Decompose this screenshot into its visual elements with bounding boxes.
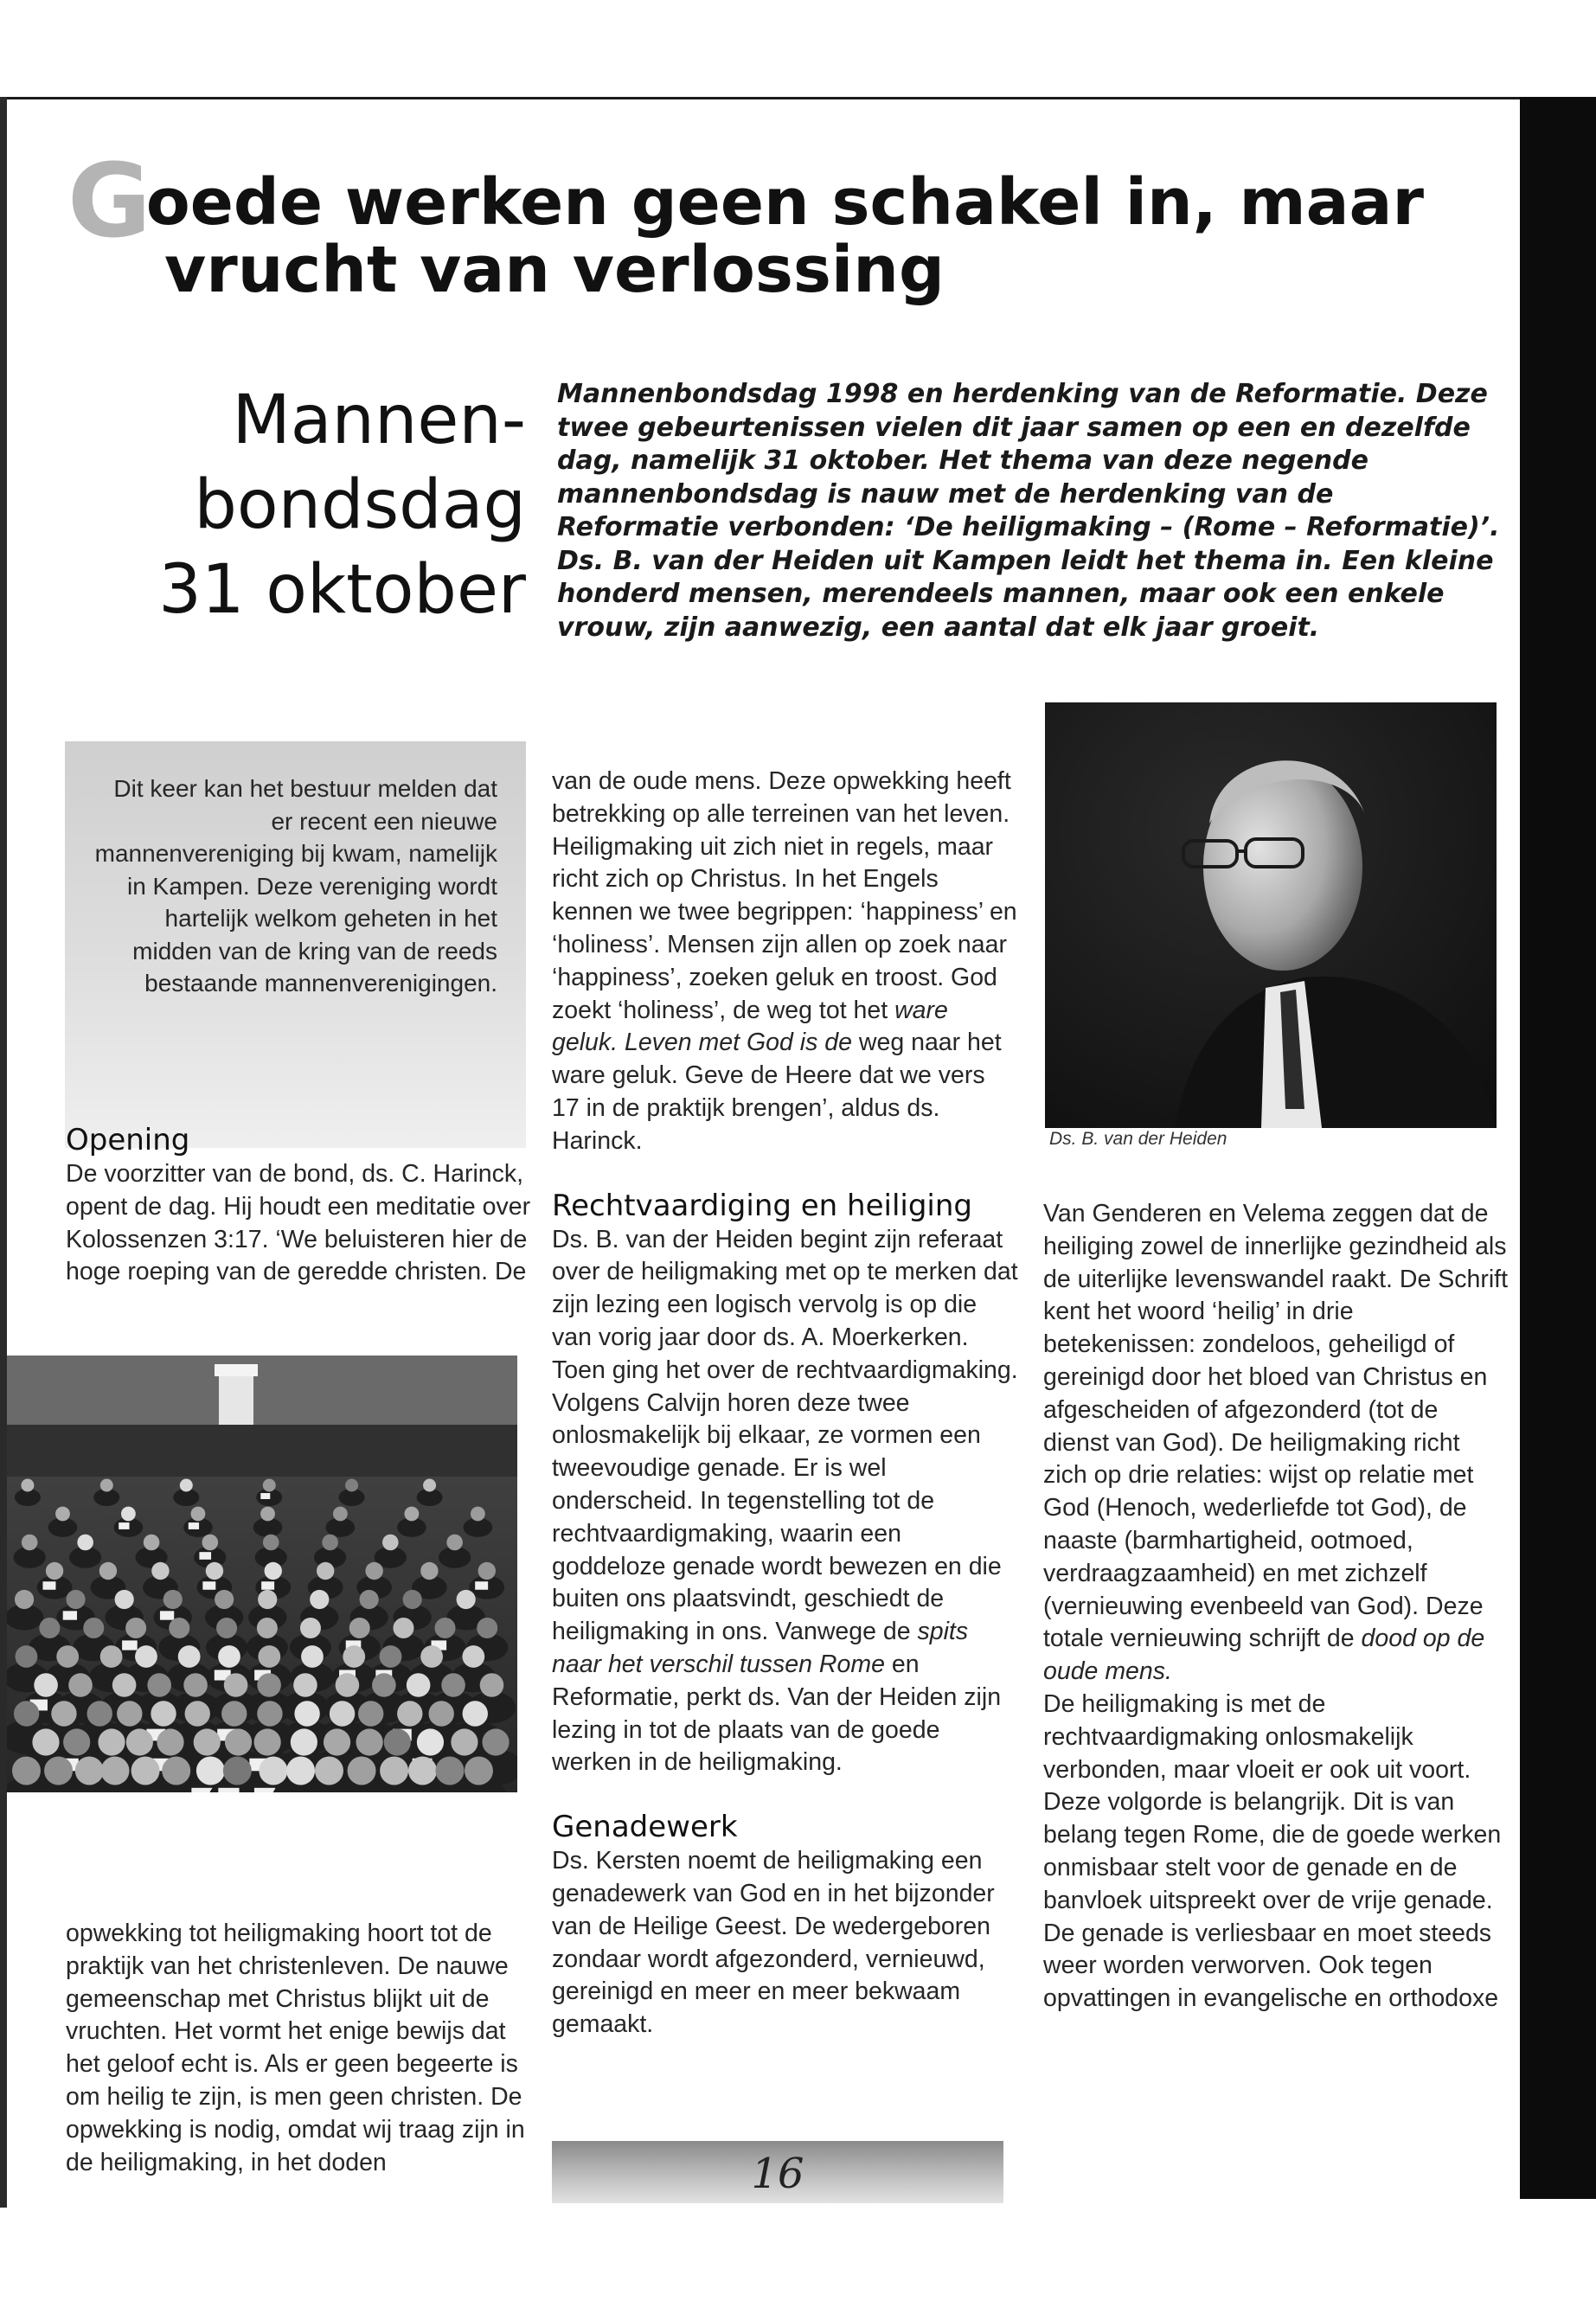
audience-member-head <box>265 1562 282 1580</box>
side-title <box>119 378 526 632</box>
audience-member-head <box>365 1562 382 1580</box>
audience-member-head <box>100 1479 113 1492</box>
audience-member-head <box>221 1701 247 1726</box>
audience-member-head <box>56 1645 79 1668</box>
audience-member-head <box>131 1757 160 1785</box>
column-2-intro-text <box>552 766 1019 1158</box>
audience-paper <box>189 1522 199 1529</box>
audience-member-head <box>417 1728 444 1755</box>
audience-member-head <box>451 1728 478 1755</box>
audience-member-head <box>169 1618 189 1638</box>
audience-member-head <box>16 1645 38 1668</box>
audience-member-head <box>83 1618 104 1638</box>
audience-member-head <box>482 1728 509 1755</box>
section-heading-rechtvaardiging: Rechtvaardiging en heiliging <box>552 1188 972 1223</box>
audience-member-head <box>384 1728 411 1755</box>
audience-member-head <box>324 1728 350 1755</box>
rechtvaardiging-text-b: en Reformatie, perkt ds. Van der Heiden zijn lezing in tot de plaats van de goede werken in de heiligmaking. <box>552 1650 1002 1777</box>
audience-member-head <box>180 1479 193 1492</box>
audience-paper <box>218 1788 239 1792</box>
audience-member-head <box>291 1728 317 1755</box>
scan-bottom-margin <box>0 2208 1596 2301</box>
audience-member-head <box>87 1701 112 1726</box>
column-1-continued-text: opwekking tot heiligmaking hoort tot de praktijk van het christenleven. De nauwe gemeenschap met Christus blijkt uit de vruchten. Het vormt het enige bewijs dat het geloof echt is. Als er geen begeerte is om heilig te zijn, is men geen christen. De opwekking is nodig, omdat wij traag zijn in de heiligmaking, in het doden <box>66 1920 525 2176</box>
audience-member-head <box>163 1590 183 1609</box>
audience-member-head <box>115 1590 134 1609</box>
audience-member-head <box>22 1535 38 1551</box>
audience-member-head <box>258 1590 277 1609</box>
audience-member-head <box>63 1728 90 1755</box>
audience-member-head <box>258 1645 280 1668</box>
audience-member-head <box>101 1757 130 1785</box>
side-title-line-2: bondsdag <box>194 466 526 544</box>
audience-member-head <box>345 1479 358 1492</box>
audience-member-head <box>126 1728 153 1755</box>
audience-member-head <box>183 1673 208 1697</box>
audience-member-head <box>223 1757 252 1785</box>
audience-member-head <box>121 1507 136 1522</box>
page-number-bar <box>552 2141 1003 2203</box>
audience-paper <box>63 1611 77 1619</box>
column-1-top <box>66 1122 533 1289</box>
audience-paper <box>119 1522 129 1529</box>
audience-member-head <box>336 1673 360 1697</box>
audience-member-head <box>435 1757 464 1785</box>
photo-caption: Ds. B. van der Heiden <box>1049 1129 1227 1149</box>
audience-member-head <box>301 1645 324 1668</box>
intro-paragraph: Mannenbondsdag 1998 en herdenking van de Reformatie. Deze twee gebeurtenissen vielen dit jaar samen op een en dezelfde dag, namelijk 31 oktober. Het thema van deze negende mannenbondsdag is nauw met de herdenking van de Reformatie verbonden: ‘De heiligmaking – (Rome – Reformatie)’. Ds. B. van der Heiden uit Kampen leidt het thema in. Een kleine honderd mensen, merendeels mannen, maar ook een enkele vrouw, zijn aanwezig, een aantal dat elk jaar groeit. <box>557 379 1500 643</box>
audience-member-head <box>397 1701 422 1726</box>
audience-member-head <box>457 1590 476 1609</box>
audience-paper <box>260 1493 270 1499</box>
audience-member-head <box>480 1673 504 1697</box>
audience-member-head <box>463 1701 488 1726</box>
audience-member-head <box>254 1728 281 1755</box>
column-2-text-a: van de oude mens. Deze opwekking heeft betrekking op alle terreinen van het leven. Heiligmaking uit zich niet in regels, maar richt zich op Christus. In het Engels kennen we twee begrippen: ‘happiness’ en ‘holiness’. Mensen zijn allen op zoek naar ‘happiness’, zoeken geluk en troost. God zoekt ‘holiness’, de weg tot het <box>552 767 1017 1024</box>
audience-member-head <box>471 1507 485 1522</box>
audience-member-head <box>66 1590 85 1609</box>
side-title-line-1: Mannen- <box>232 381 526 459</box>
audience-member-head <box>257 1618 278 1638</box>
audience-photo-image <box>7 1356 517 1792</box>
audience-member-head <box>15 1590 34 1609</box>
audience-paper <box>42 1581 55 1590</box>
audience-member-head <box>216 1618 237 1638</box>
section-heading-genadewerk: Genadewerk <box>552 1810 738 1845</box>
audience-member-head <box>446 1535 463 1551</box>
genadewerk-text: Ds. Kersten noemt de heiligmaking een genadewerk van God en in het bijzonder van de Heilige Geest. De wedergeboren zondaar wordt afgezonderd, vernieuwd, gereinigd en meer en meer bekwaam gemaakt. <box>552 1847 995 2039</box>
audience-member-head <box>202 1535 219 1551</box>
audience-member-head <box>465 1757 493 1785</box>
column-3 <box>1043 1198 1510 2016</box>
audience-member-head <box>257 1673 281 1697</box>
headline-line-2: vrucht van verlossing <box>164 233 945 307</box>
audience-member-head <box>32 1728 59 1755</box>
audience-member-head <box>55 1507 70 1522</box>
audience-paper <box>122 1640 138 1650</box>
headline-drop-cap: G <box>67 141 146 260</box>
magazine-page <box>7 99 1520 2206</box>
audience-member-head <box>477 1618 497 1638</box>
section-heading-opening: Opening <box>66 1123 190 1157</box>
audience-member-head <box>257 1701 282 1726</box>
audience-member-head <box>185 1701 210 1726</box>
scan-top-margin <box>0 0 1522 99</box>
audience-member-head <box>144 1535 160 1551</box>
audience-member-head <box>423 1479 436 1492</box>
audience-member-head <box>224 1673 248 1697</box>
audience-member-head <box>360 1590 379 1609</box>
audience-member-head <box>215 1590 234 1609</box>
column-3-paragraph-1 <box>1043 1198 1510 1689</box>
audience-member-head <box>225 1728 252 1755</box>
audience-photo <box>7 1356 517 1792</box>
audience-member-head <box>372 1673 396 1697</box>
audience-member-head <box>380 1757 408 1785</box>
audience-member-head <box>191 1507 206 1522</box>
audience-member-head <box>330 1701 355 1726</box>
audience-member-head <box>99 1562 117 1580</box>
audience-member-head <box>151 1562 169 1580</box>
audience-member-head <box>322 1535 338 1551</box>
column-2 <box>552 766 1019 2041</box>
audience-member-head <box>206 1562 223 1580</box>
audience-member-head <box>478 1562 496 1580</box>
audience-paper <box>191 1788 212 1792</box>
speaker-photo <box>1045 702 1497 1128</box>
audience-member-head <box>162 1757 190 1785</box>
hall-wall <box>7 1356 517 1425</box>
lectern-top <box>215 1364 258 1376</box>
audience-member-head <box>315 1757 343 1785</box>
audience-member-head <box>39 1618 60 1638</box>
audience-member-head <box>404 1507 419 1522</box>
audience-member-head <box>358 1701 383 1726</box>
headline-line-1 <box>67 141 1424 260</box>
announcement-text: Dit keer kan het bestuur melden dat er recent een nieuwe mannenvereniging bij kwam, namelijk in Kampen. Deze vereniging wordt hartelijk welkom geheten in het midden van de kring van de reeds bestaande mannenverenigingen. <box>94 775 497 997</box>
audience-member-head <box>310 1590 329 1609</box>
audience-member-head <box>14 1701 39 1726</box>
audience-member-head <box>151 1701 176 1726</box>
audience-member-head <box>294 1701 319 1726</box>
column-3-paragraph-2: De heiligmaking is met de rechtvaardigmaking onlosmakelijk verbonden, maar vloeit er ook uit voort. Deze volgorde is belangrijk. Dit is van belang tegen Rome, die de goede werken onmisbaar stelt voor de genade en de banvloek uitspreekt over de vrije genade. De genade is verliesbaar en moet steeds weer worden verworven. Ook tegen opvattingen in evangelische en orthodoxe <box>1043 1689 1502 2013</box>
announcement-box <box>65 741 526 1148</box>
column-2-italic-text: ware geluk. Leven met God is de <box>552 996 948 1057</box>
audience-member-head <box>348 1757 376 1785</box>
side-title-line-3: 31 oktober <box>158 551 526 629</box>
audience-member-head <box>51 1701 76 1726</box>
audience-member-head <box>407 1673 431 1697</box>
audience-paper <box>199 1552 211 1560</box>
column-1-bottom <box>66 1918 533 2179</box>
audience-member-head <box>380 1645 402 1668</box>
column-3-italic-text: dood op de oude mens. <box>1043 1625 1485 1686</box>
audience-member-head <box>21 1479 34 1492</box>
audience-member-head <box>178 1645 201 1668</box>
audience-member-head <box>12 1757 41 1785</box>
audience-member-head <box>263 1479 276 1492</box>
audience-member-head <box>100 1645 123 1668</box>
audience-member-head <box>393 1618 413 1638</box>
audience-member-head <box>112 1673 137 1697</box>
audience-member-head <box>441 1673 465 1697</box>
audience-member-head <box>429 1701 454 1726</box>
audience-member-head <box>420 1562 438 1580</box>
column-3-text-a: Van Genderen en Velema zeggen dat de heiliging zowel de innerlijke gezindheid als de uiterlijke levenswandel raakt. De Schrift kent het woord ‘heilig’ in drie betekenissen: zondeloos, geheiligd of gereinigd door het bloed van Christus en afgescheiden of afgezonderd (tot de dienst van God). De heiligmaking richt zich op drie relaties: wijst op relatie met God (Henoch, wederliefde tot God), de naaste (barmhartigheid, ootmoed, verdraagzaamheid) en met zichzelf (vernieuwing evenbeeld van God). Deze totale vernieuwing schrijft de <box>1043 1200 1509 1653</box>
audience-member-head <box>196 1757 225 1785</box>
rechtvaardiging-italic-text: spits naar het verschil tussen Rome <box>552 1618 969 1678</box>
audience-member-head <box>157 1728 183 1755</box>
audience-member-head <box>403 1590 422 1609</box>
audience-paper <box>261 1581 274 1590</box>
audience-member-head <box>349 1618 370 1638</box>
audience-member-head <box>420 1645 443 1668</box>
audience-member-head <box>34 1673 58 1697</box>
audience-member-head <box>300 1618 321 1638</box>
audience-member-head <box>286 1757 315 1785</box>
audience-paper <box>475 1581 488 1590</box>
scan-left-edge <box>0 97 7 2208</box>
scan-right-edge <box>1520 97 1596 2199</box>
audience-member-head <box>75 1757 104 1785</box>
audience-paper <box>254 1788 275 1792</box>
audience-member-head <box>194 1728 221 1755</box>
speaker-photo-image <box>1045 702 1497 1128</box>
audience-member-head <box>135 1645 157 1668</box>
article-headline <box>67 141 1424 307</box>
audience-member-head <box>263 1535 279 1551</box>
audience-member-head <box>147 1673 171 1697</box>
headline-line-1-text: oede werken geen schakel in, maar <box>145 165 1424 240</box>
page-number: 16 <box>751 2150 804 2198</box>
audience-member-head <box>408 1757 437 1785</box>
rechtvaardiging-text-a: Ds. B. van der Heiden begint zijn referaat over de heiligmaking met op te merken dat zijn lezing een logisch vervolg is op die van vorig jaar door ds. A. Moerkerken. Toen ging het over de rechtvaardigmaking. Volgens Calvijn horen deze twee onlosmakelijk bij elkaar, ze vormen een tweevoudige genade. Er is wel onderscheid. In tegenstelling tot de rechtvaardigmaking, waarin een goddeloze genade wordt bewezen en die buiten ons plaatsvindt, geschiedt de heiligmaking in ons. Vanwege de <box>552 1225 1018 1646</box>
audience-member-head <box>343 1645 365 1668</box>
audience-member-head <box>125 1618 146 1638</box>
audience-member-head <box>293 1673 317 1697</box>
column-2-text-b: weg naar het ware geluk. Geve de Heere dat we vers 17 in de praktijk brengen’, aldus ds. Harinck. <box>552 1029 1002 1155</box>
audience-member-head <box>333 1507 348 1522</box>
audience-member-head <box>46 1562 63 1580</box>
audience-member-head <box>68 1673 93 1697</box>
audience-member-head <box>356 1728 383 1755</box>
opening-text: De voorzitter van de bond, ds. C. Harinck, opent de dag. Hij houdt een meditatie over Kolossenzen 3:17. ‘We beluisteren hier de hoge roeping van de geredde christen. De <box>66 1160 531 1286</box>
audience-member-head <box>218 1645 240 1668</box>
audience-member-head <box>77 1535 93 1551</box>
audience-member-head <box>260 1507 275 1522</box>
rechtvaardiging-text <box>552 1224 1019 1780</box>
audience-paper <box>160 1611 174 1619</box>
audience-member-head <box>259 1757 287 1785</box>
audience-paper <box>202 1581 215 1590</box>
audience-member-head <box>98 1728 125 1755</box>
audience-member-head <box>117 1701 142 1726</box>
audience-member-head <box>435 1618 456 1638</box>
audience-member-head <box>317 1562 334 1580</box>
audience-member-head <box>382 1535 399 1551</box>
audience-member-head <box>44 1757 73 1785</box>
audience-member-head <box>462 1645 484 1668</box>
stage-floor <box>7 1425 517 1477</box>
